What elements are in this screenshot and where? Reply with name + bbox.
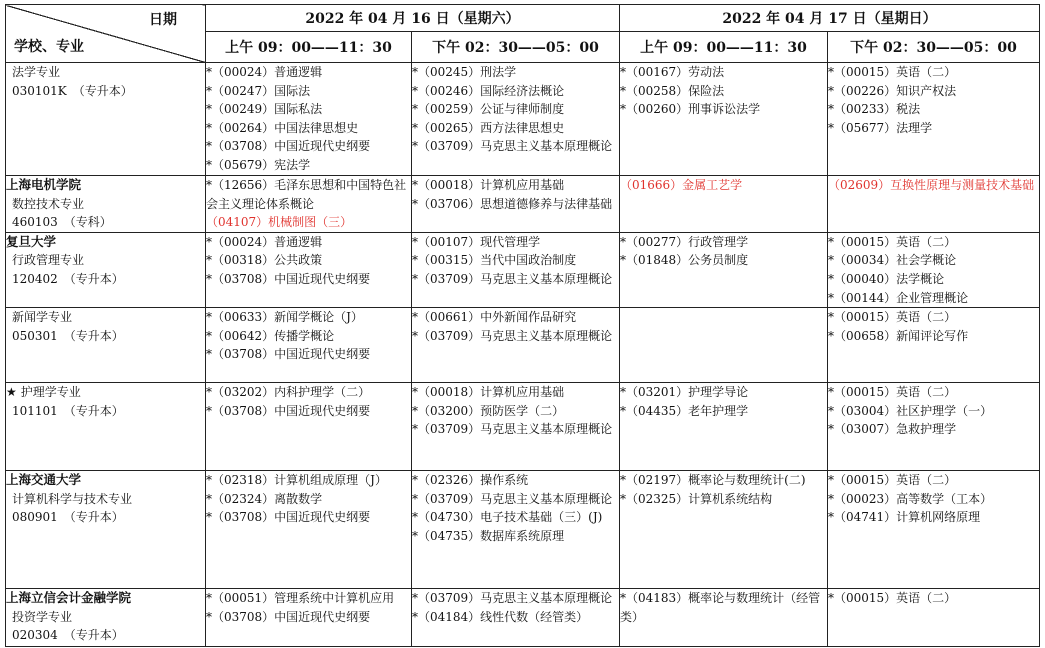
course-item: *（05677）法理学 (828, 120, 933, 135)
exam-slot-cell (412, 176, 620, 233)
exam-slot-cell (412, 63, 620, 176)
major-label: 计算机科学与技术专业 (12, 491, 133, 506)
course-item: *（03708）中国近现代史纲要 (206, 347, 371, 362)
exam-slot-cell (412, 232, 620, 307)
exam-slot-cell (620, 308, 828, 383)
table-row (6, 589, 1040, 647)
major-label: 投资学专业 (12, 609, 73, 624)
course-item: *（00107）现代管理学 (412, 234, 541, 249)
major-name (6, 251, 205, 270)
course-item: *（02325）计算机系统结构 (620, 491, 773, 506)
exam-slot-cell (828, 232, 1040, 307)
major-code: 120402 （专升本） (12, 271, 124, 286)
major-label: 数控技术专业 (12, 196, 85, 211)
course-item: *（01848）公务员制度 (620, 253, 749, 268)
course-item: *（00167）劳动法 (620, 65, 725, 79)
major-name (6, 63, 205, 82)
course-item: *（00246）国际经济法概论 (412, 83, 565, 98)
major-code: 101101 （专升本） (12, 403, 124, 418)
course-item: *（04741）计算机网络原理 (828, 510, 981, 525)
exam-slot-cell (828, 383, 1040, 471)
exam-schedule-table (5, 4, 1040, 647)
course-item: *（03708）中国近现代史纲要 (206, 139, 371, 154)
school-name: 上海电机学院 (6, 177, 82, 192)
course-item: *（04735）数据库系统原理 (412, 528, 565, 543)
exam-slot-cell (206, 383, 412, 471)
course-item: *（00144）企业管理概论 (828, 290, 969, 305)
course-item: *（03709）马克思主义基本原理概论 (412, 139, 613, 154)
exam-slot-cell (206, 232, 412, 307)
course-item: *（00259）公证与律师制度 (412, 102, 565, 117)
major-cell (6, 383, 206, 471)
major-name (6, 195, 205, 214)
course-item: *（02324）离散数学 (206, 491, 323, 506)
course-item: *（03007）急救护理学 (828, 422, 957, 437)
course-item: *（00040）法学概论 (828, 271, 945, 286)
table-row (6, 383, 1040, 471)
course-item: *（00277）行政管理学 (620, 234, 749, 249)
course-item: （01666）金属工艺学 (620, 178, 743, 192)
major-code: 020304 （专升本） (12, 628, 124, 643)
exam-slot-cell (828, 471, 1040, 589)
exam-slot-cell (828, 176, 1040, 233)
date-header-day1: 2022 年 04 月 16 日（星期六） (206, 5, 620, 32)
course-item: *（03708）中国近现代史纲要 (206, 510, 371, 525)
course-item: *（00015）英语（二） (828, 65, 957, 79)
course-item: *（00249）国际私法 (206, 102, 323, 117)
exam-slot-cell (620, 63, 828, 176)
course-item: *（04184）线性代数（经管类） (412, 609, 589, 624)
major-name (6, 490, 205, 509)
exam-slot-cell (412, 471, 620, 589)
course-item: *（00233）税法 (828, 102, 921, 117)
course-item: *（03709）马克思主义基本原理概论 (412, 591, 613, 606)
exam-slot-cell (206, 308, 412, 383)
course-item: （04107）机械制图（三） (206, 215, 353, 230)
exam-slot-cell (620, 383, 828, 471)
star-icon: ★ (6, 385, 17, 400)
schedule-body (6, 63, 1040, 647)
exam-slot-cell (412, 383, 620, 471)
exam-slot-cell (206, 176, 412, 233)
exam-slot-cell (828, 63, 1040, 176)
course-item: *（00658）新闻评论写作 (828, 328, 969, 343)
course-item: （02609）互换性原理与测量技术基础 (828, 178, 1035, 192)
school-name: 上海立信会计金融学院 (6, 590, 132, 606)
course-item: *（03201）护理学导论 (620, 385, 749, 400)
course-item: *（00018）计算机应用基础 (412, 178, 565, 192)
table-row (6, 471, 1040, 589)
course-item: *（00265）西方法律思想史 (412, 120, 565, 135)
major-code: 050301 （专升本） (12, 328, 124, 343)
course-item: *（00024）普通逻辑 (206, 65, 323, 79)
course-item: *（03004）社区护理学（一） (828, 403, 993, 418)
course-item: *（03200）预防医学（二） (412, 403, 565, 418)
major-code: 080901 （专升本） (12, 510, 124, 525)
course-item: *（03709）马克思主义基本原理概论 (412, 328, 613, 343)
course-item: *（03709）马克思主义基本原理概论 (412, 422, 613, 437)
course-item: *（00633）新闻学概论（J） (206, 310, 363, 325)
slot-header-day1-am: 上午 09：00——11：30 (206, 32, 412, 63)
corner-date-label: 日期 (149, 12, 177, 28)
major-cell (6, 471, 206, 589)
school-name: 上海交通大学 (6, 472, 82, 488)
major-label: 护理学专业 (20, 385, 81, 400)
table-row (6, 232, 1040, 307)
slot-header-day2-pm: 下午 02：30——05：00 (828, 32, 1040, 63)
corner-school-label: 学校、专业 (14, 39, 84, 55)
exam-slot-cell (206, 589, 412, 647)
course-item: *（00315）当代中国政治制度 (412, 253, 577, 268)
major-cell (6, 232, 206, 307)
exam-slot-cell (620, 471, 828, 589)
major-name (6, 308, 205, 327)
course-item: *（04435）老年护理学 (620, 403, 749, 418)
header-corner-cell (6, 5, 206, 63)
course-item: *（00015）英语（二） (828, 591, 957, 606)
course-item: *（03709）马克思主义基本原理概论 (412, 491, 613, 506)
course-item: *（12656）毛泽东思想和中国特色社会主义理论体系概论 (206, 178, 407, 211)
course-item: *（00661）中外新闻作品研究 (412, 310, 577, 325)
course-item: *（00264）中国法律思想史 (206, 120, 359, 135)
major-name (6, 383, 205, 402)
course-item: *（00642）传播学概论 (206, 328, 335, 343)
course-item: *（00015）英语（二） (828, 310, 957, 325)
course-item: *（03708）中国近现代史纲要 (206, 271, 371, 286)
date-header-day2: 2022 年 04 月 17 日（星期日） (620, 5, 1040, 32)
course-item: *（04183）概率论与数理统计（经管类） (620, 591, 821, 624)
exam-slot-cell (828, 308, 1040, 383)
exam-slot-cell (620, 176, 828, 233)
course-item: *（00018）计算机应用基础 (412, 385, 565, 400)
major-cell (6, 308, 206, 383)
course-item: *（02318）计算机组成原理（J） (206, 473, 387, 488)
exam-slot-cell (206, 471, 412, 589)
course-item: *（00226）知识产权法 (828, 83, 957, 98)
slot-header-day2-am: 上午 09：00——11：30 (620, 32, 828, 63)
major-label: 行政管理专业 (12, 253, 85, 268)
course-item: *（00245）刑法学 (412, 65, 517, 79)
course-item: *（03708）中国近现代史纲要 (206, 403, 371, 418)
major-code: 030101K （专升本） (12, 83, 133, 98)
exam-slot-cell (206, 63, 412, 176)
exam-slot-cell (620, 232, 828, 307)
exam-slot-cell (828, 589, 1040, 647)
school-name: 复旦大学 (6, 233, 57, 249)
exam-slot-cell (412, 308, 620, 383)
table-row (6, 63, 1040, 176)
exam-slot-cell (620, 589, 828, 647)
course-item: *（00034）社会学概论 (828, 253, 957, 268)
course-item: *（00247）国际法 (206, 83, 311, 98)
course-item: *（03706）思想道德修养与法律基础 (412, 196, 613, 211)
major-name (6, 608, 205, 627)
course-item: *（02197）概率论与数理统计(二) (620, 473, 806, 488)
course-item: *（03202）内科护理学（二） (206, 385, 371, 400)
table-row (6, 176, 1040, 233)
course-item: *（00258）保险法 (620, 83, 725, 98)
major-code: 460103 （专科） (12, 215, 112, 230)
course-item: *（00051）管理系统中计算机应用 (206, 591, 395, 606)
major-label: 法学专业 (12, 65, 61, 79)
course-item: *（00024）普通逻辑 (206, 234, 323, 249)
major-label: 新闻学专业 (12, 310, 73, 325)
major-cell (6, 63, 206, 176)
course-item: *（00318）公共政策 (206, 253, 323, 268)
exam-slot-cell (412, 589, 620, 647)
course-item: *（00023）高等数学（工本） (828, 491, 993, 506)
course-item: *（04730）电子技术基础（三）(J) (412, 510, 603, 525)
major-cell (6, 176, 206, 233)
course-item: *（00015）英语（二） (828, 234, 957, 249)
course-item: *（05679）宪法学 (206, 157, 311, 172)
slot-header-day1-pm: 下午 02：30——05：00 (412, 32, 620, 63)
course-item: *（00015）英语（二） (828, 473, 957, 488)
course-item: *（03709）马克思主义基本原理概论 (412, 271, 613, 286)
course-item: *（00260）刑事诉讼法学 (620, 102, 761, 117)
course-item: *（03708）中国近现代史纲要 (206, 609, 371, 624)
course-item: *（02326）操作系统 (412, 473, 529, 488)
table-row (6, 308, 1040, 383)
course-item: *（00015）英语（二） (828, 385, 957, 400)
major-cell (6, 589, 206, 647)
